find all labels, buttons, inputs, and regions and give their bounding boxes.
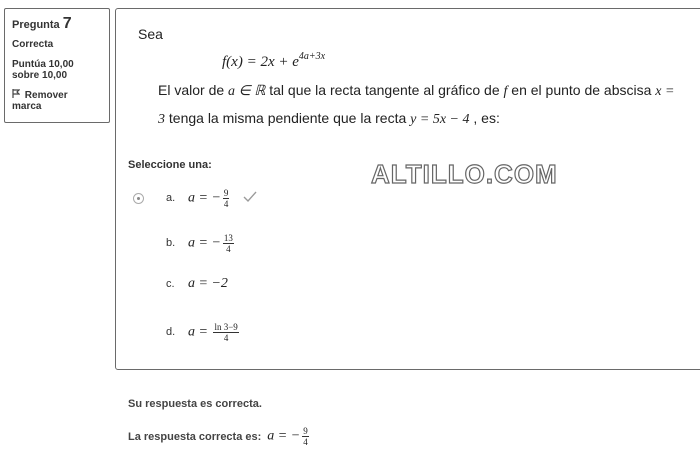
question-math: y = 5x − 4 xyxy=(410,112,470,127)
option-a-letter: a. xyxy=(166,192,176,204)
watermark: ALTILLO.COM xyxy=(371,159,558,189)
question-text-part: tenga la misma pendiente que la recta xyxy=(165,110,411,126)
option-a-radio[interactable] xyxy=(133,193,144,204)
option-d-letter: d. xyxy=(166,326,176,338)
option-a-prefix: a = − xyxy=(188,190,221,206)
flag-icon xyxy=(12,89,22,101)
option-d-num: ln 3−9 xyxy=(214,321,238,332)
correct-answer-math xyxy=(267,426,308,447)
option-d-den: 4 xyxy=(223,332,229,343)
option-d[interactable] xyxy=(133,319,239,345)
option-d-prefix: a = xyxy=(188,324,212,340)
question-math: x = 3 xyxy=(158,84,675,127)
flag-line-2: marca xyxy=(12,101,42,112)
formula-lhs: f(x) = 2x + e xyxy=(222,54,299,70)
question-label: Pregunta xyxy=(12,19,60,31)
option-a-num: 9 xyxy=(223,187,229,198)
question-text-part: en el punto de abscisa xyxy=(507,82,656,98)
question-text-part: El valor de xyxy=(158,82,229,98)
option-b[interactable] xyxy=(133,230,234,256)
check-icon xyxy=(243,190,257,206)
correct-answer-num: 9 xyxy=(303,426,308,436)
remove-flag-link[interactable] xyxy=(12,89,102,112)
question-info-panel xyxy=(4,8,110,123)
correct-answer-prefix: a = − xyxy=(267,428,301,444)
option-b-den: 4 xyxy=(226,243,231,254)
option-b-num: 13 xyxy=(223,232,233,243)
option-a-answer xyxy=(188,188,229,209)
correct-answer-label: La respuesta correcta es: xyxy=(128,430,262,443)
option-b-answer xyxy=(188,233,234,254)
option-b-letter: b. xyxy=(166,237,176,249)
feedback-correct-answer xyxy=(128,426,309,447)
question-math: a ∈ ℝ xyxy=(228,84,266,99)
question-intro: Sea xyxy=(138,26,163,42)
option-a-den: 4 xyxy=(223,198,229,209)
select-prompt: Seleccione una: xyxy=(128,159,212,171)
question-text-part: , es: xyxy=(469,110,500,126)
question-math: f xyxy=(503,84,508,99)
option-b-prefix: a = − xyxy=(188,235,221,251)
question-text xyxy=(158,77,678,133)
question-state: Correcta xyxy=(12,39,54,50)
grade-line-1: Puntúa 10,00 xyxy=(12,59,74,70)
option-c-letter: c. xyxy=(166,278,175,290)
option-c-answer: a = −2 xyxy=(188,276,228,291)
question-text-part: tal que la recta tangente al gráfico de xyxy=(265,82,504,98)
function-formula xyxy=(222,51,326,71)
option-c[interactable] xyxy=(133,271,228,297)
question-content-panel xyxy=(115,8,700,370)
question-number-line xyxy=(12,15,102,33)
option-a[interactable] xyxy=(133,185,257,211)
flag-line-1: Remover xyxy=(24,90,68,101)
formula-exponent: 4a+3x xyxy=(298,51,326,62)
question-grade xyxy=(12,59,102,81)
feedback-result: Su respuesta es correcta. xyxy=(128,398,262,410)
option-d-answer xyxy=(188,322,239,343)
correct-answer-den: 4 xyxy=(303,437,308,447)
grade-line-2: sobre 10,00 xyxy=(12,70,68,81)
question-number: 7 xyxy=(62,15,72,32)
